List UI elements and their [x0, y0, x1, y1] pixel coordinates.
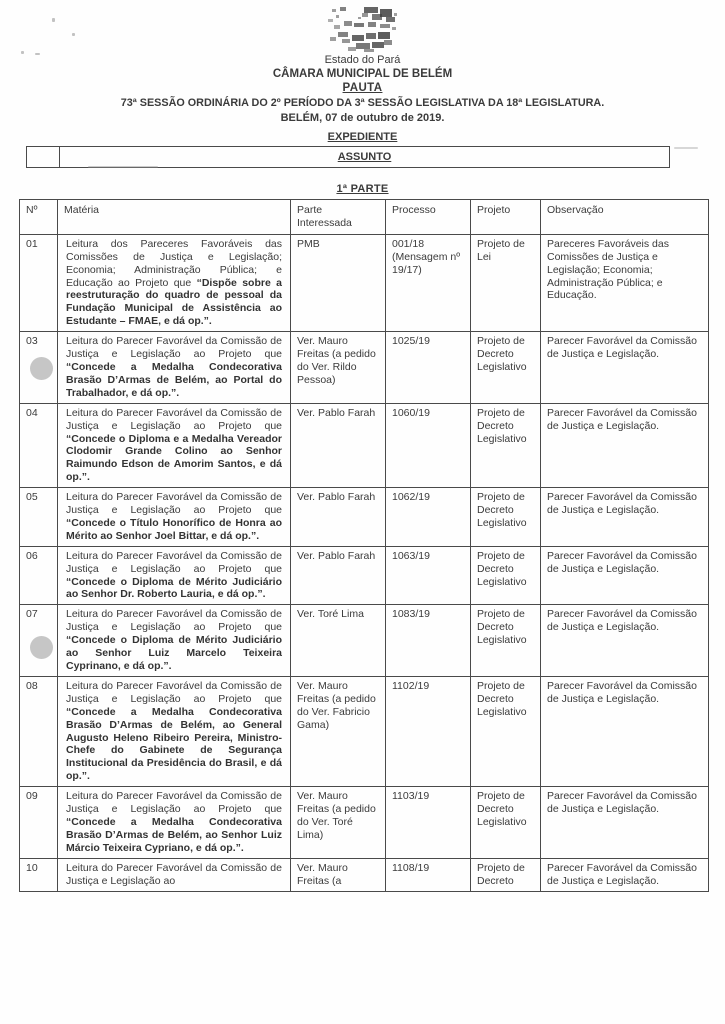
- row-materia: Leitura do Parecer Favorável da Comissão de Justiça e Legislação ao: [58, 858, 291, 891]
- row-projeto: Projeto de Decreto Legislativo: [471, 403, 541, 487]
- row-number: 10: [20, 858, 58, 891]
- pauta-table: [19, 199, 709, 892]
- table-header-row: [20, 200, 709, 235]
- row-observacao: Parecer Favorável da Comissão de Justiça e Legislação.: [541, 332, 709, 404]
- row-materia: Leitura do Parecer Favorável da Comissão de Justiça e Legislação ao Projeto que “Concede o Título Honorífico de Honra ao Mérito ao Senhor Joel Bittar, e dá op.”.: [58, 488, 291, 547]
- row-materia: Leitura do Parecer Favorável da Comissão de Justiça e Legislação ao Projeto que “Concede o Diploma e a Medalha Vereador Clodomir Grande Colino ao Senhor Raimundo Edson de Amorim Santos, e dá op.”.: [58, 403, 291, 487]
- table-header: [20, 200, 709, 235]
- hole-punch-mark: [30, 357, 53, 380]
- scan-speck: [52, 18, 55, 22]
- table-row: [20, 858, 709, 891]
- column-header-projeto: Projeto: [471, 200, 541, 235]
- scan-speck: [88, 166, 158, 168]
- row-number: 01: [20, 234, 58, 331]
- expediente-label: EXPEDIENTE: [327, 131, 398, 143]
- row-parte-interessada: Ver. Mauro Freitas (a pedido do Ver. Rildo Pessoa): [291, 332, 386, 404]
- row-number: 04: [20, 403, 58, 487]
- row-number: 08: [20, 676, 58, 786]
- row-number: 03: [20, 332, 58, 404]
- row-observacao: Parecer Favorável da Comissão de Justiça e Legislação.: [541, 605, 709, 677]
- row-processo: 1060/19: [386, 403, 471, 487]
- place-date-line: BELÉM, 07 de outubro de 2019.: [280, 112, 445, 124]
- state-line: Estado do Pará: [324, 54, 401, 66]
- row-number: 09: [20, 787, 58, 859]
- scan-speck: [21, 51, 24, 54]
- table-row: [20, 787, 709, 859]
- row-parte-interessada: Ver. Mauro Freitas (a pedido do Ver. Fabricio Gama): [291, 676, 386, 786]
- table-row: [20, 332, 709, 404]
- row-processo: 001/18 (Mensagem nº 19/17): [386, 234, 471, 331]
- row-observacao: Pareceres Favoráveis das Comissões de Justiça e Legislação; Economia; Administração Pública; e Educação.: [541, 234, 709, 331]
- row-parte-interessada: Ver. Toré Lima: [291, 605, 386, 677]
- document-title: PAUTA: [342, 82, 383, 94]
- row-projeto: Projeto de Decreto Legislativo: [471, 332, 541, 404]
- column-header-observacao: Observação: [541, 200, 709, 235]
- row-number: 05: [20, 488, 58, 547]
- row-projeto: Projeto de Decreto Legislativo: [471, 488, 541, 547]
- row-projeto: Projeto de Decreto Legislativo: [471, 605, 541, 677]
- scan-speck: [674, 147, 698, 149]
- part-title: 1ª PARTE: [336, 183, 389, 195]
- document-header: [0, 5, 725, 144]
- row-processo: 1062/19: [386, 488, 471, 547]
- row-projeto: Projeto de Decreto: [471, 858, 541, 891]
- table-row: [20, 605, 709, 677]
- assunto-table: [26, 146, 670, 168]
- column-header-processo: Processo: [386, 200, 471, 235]
- row-parte-interessada: Ver. Pablo Farah: [291, 488, 386, 547]
- table-body: [20, 234, 709, 891]
- row-observacao: Parecer Favorável da Comissão de Justiça e Legislação.: [541, 858, 709, 891]
- institution-line: CÂMARA MUNICIPAL DE BELÉM: [272, 68, 453, 80]
- table-row: [20, 234, 709, 331]
- column-header-materia: Matéria: [58, 200, 291, 235]
- row-processo: 1083/19: [386, 605, 471, 677]
- column-header-numero: Nº: [20, 200, 58, 235]
- row-processo: 1102/19: [386, 676, 471, 786]
- coat-of-arms-stamp-icon: [326, 5, 400, 53]
- row-number: 07: [20, 605, 58, 677]
- row-parte-interessada: Ver. Pablo Farah: [291, 403, 386, 487]
- row-observacao: Parecer Favorável da Comissão de Justiça e Legislação.: [541, 403, 709, 487]
- row-materia: Leitura do Parecer Favorável da Comissão de Justiça e Legislação ao Projeto que “Concede a Medalha Condecorativa Brasão D’Armas de Belém, ao Portal do Trabalhador, e dá op.”.: [58, 332, 291, 404]
- row-materia: Leitura dos Pareceres Favoráveis das Comissões de Justiça e Legislação; Economia; Administração Pública; e Educação ao Projeto que “Dispõe sobre a reestruturação do quadro de pessoal da Fundação Municipal de Assistência ao Estudante – FMAE, e dá op.”.: [58, 234, 291, 331]
- row-processo: 1108/19: [386, 858, 471, 891]
- scan-speck: [35, 53, 40, 55]
- row-processo: 1103/19: [386, 787, 471, 859]
- row-projeto: Projeto de Lei: [471, 234, 541, 331]
- table-row: [20, 546, 709, 605]
- row-parte-interessada: PMB: [291, 234, 386, 331]
- row-number: 06: [20, 546, 58, 605]
- row-projeto: Projeto de Decreto Legislativo: [471, 546, 541, 605]
- row-parte-interessada: Ver. Pablo Farah: [291, 546, 386, 605]
- scan-speck: [72, 33, 75, 36]
- hole-punch-mark: [30, 636, 53, 659]
- row-parte-interessada: Ver. Mauro Freitas (a pedido do Ver. Toré Lima): [291, 787, 386, 859]
- session-line: 73ª SESSÃO ORDINÁRIA DO 2º PERÍODO DA 3ª SESSÃO LEGISLATIVA DA 18ª LEGISLATURA.: [120, 97, 605, 109]
- table-row: [20, 676, 709, 786]
- table-row: [20, 403, 709, 487]
- row-processo: 1025/19: [386, 332, 471, 404]
- row-materia: Leitura do Parecer Favorável da Comissão de Justiça e Legislação ao Projeto que “Concede o Diploma de Mérito Judiciário ao Senhor Luiz Marcelo Teixeira Cyprinano, e dá op.”.: [58, 605, 291, 677]
- column-header-parte: Parte Interessada: [291, 200, 386, 235]
- row-observacao: Parecer Favorável da Comissão de Justiça e Legislação.: [541, 488, 709, 547]
- row-observacao: Parecer Favorável da Comissão de Justiça e Legislação.: [541, 546, 709, 605]
- row-projeto: Projeto de Decreto Legislativo: [471, 676, 541, 786]
- row-observacao: Parecer Favorável da Comissão de Justiça e Legislação.: [541, 676, 709, 786]
- assunto-empty-cell: [27, 147, 60, 167]
- row-parte-interessada: Ver. Mauro Freitas (a: [291, 858, 386, 891]
- row-materia: Leitura do Parecer Favorável da Comissão de Justiça e Legislação ao Projeto que “Concede a Medalha Condecorativa Brasão D’Armas de Belém, ao Senhor Luiz Márcio Teixeira Cypriano, e dá op.”.: [58, 787, 291, 859]
- row-projeto: Projeto de Decreto Legislativo: [471, 787, 541, 859]
- row-observacao: Parecer Favorável da Comissão de Justiça e Legislação.: [541, 787, 709, 859]
- row-processo: 1063/19: [386, 546, 471, 605]
- row-materia: Leitura do Parecer Favorável da Comissão de Justiça e Legislação ao Projeto que “Concede o Diploma de Mérito Judiciário ao Senhor Dr. Roberto Lauria, e dá op.”.: [58, 546, 291, 605]
- row-materia: Leitura do Parecer Favorável da Comissão de Justiça e Legislação ao Projeto que “Concede a Medalha Condecorativa Brasão D’Armas de Belém, ao General Augusto Heleno Ribeiro Pereira, Ministro-Chefe do Gabinete de Segurança Institucional da Presidência do Brasil, e dá op.”.: [58, 676, 291, 786]
- table-row: [20, 488, 709, 547]
- assunto-label: ASSUNTO: [337, 151, 392, 163]
